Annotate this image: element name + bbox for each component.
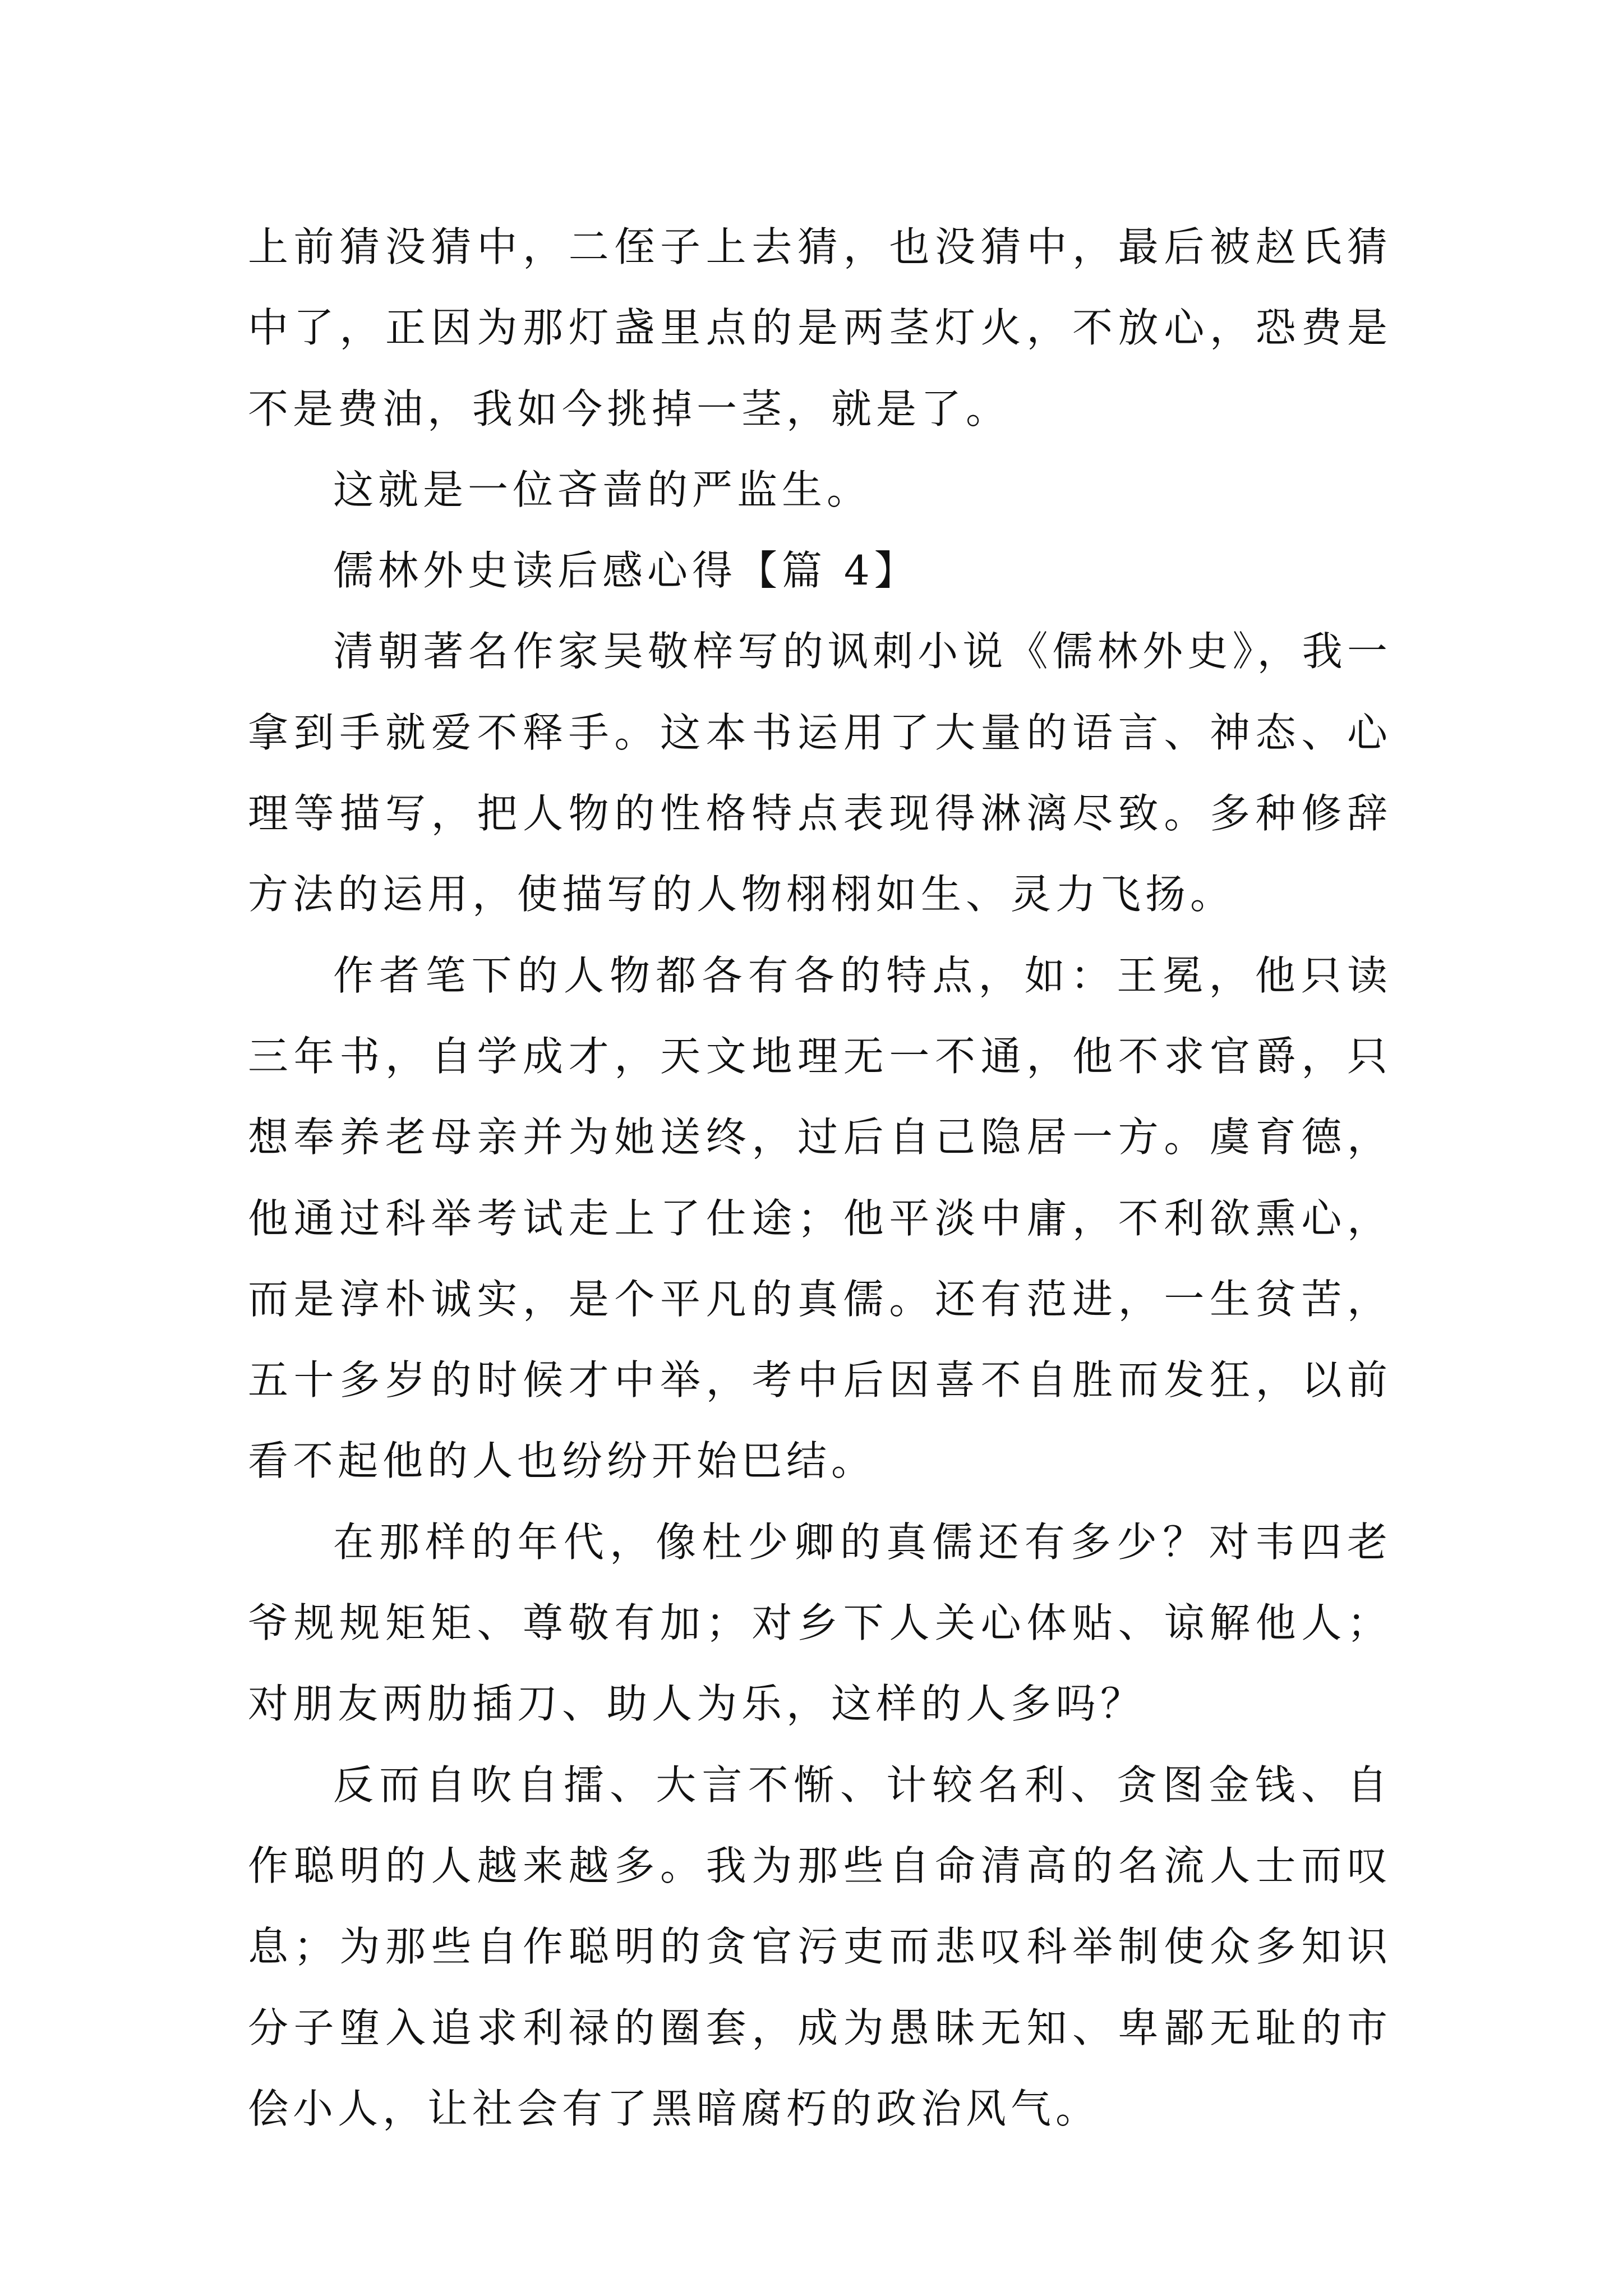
paragraph-question: 在那样的年代，像杜少卿的真儒还有多少？对韦四老爷规规矩矩、尊敬有加；对乡下人关心体贴、谅解他人；对朋友两肋插刀、助人为乐，这样的人多吗？ [248,1518,1392,1728]
paragraph-intro: 清朝著名作家吴敬梓写的讽刺小说《儒林外史》，我一拿到手就爱不释手。这本书运用了大量的语言、神态、心理等描写，把人物的性格特点表现得淋漓尽致。多种修辞方法的运用，使描写的人物栩栩如生、灵力飞扬。 [248,628,1392,918]
paragraph-conclusion: 这就是一位吝啬的严监生。 [333,466,872,513]
paragraph-characters: 作者笔下的人物都各有各的特点，如：王冕，他只读三年书，自学成才，天文地理无一不通，他不求官爵，只想奉养老母亲并为她送终，过后自己隐居一方。虞育德，他通过科举考试走上了仕途；他平淡中庸，不利欲熏心，而是淳朴诚实，是个平凡的真儒。还有范进，一生贫苦，五十多岁的时候才中举，考中后因喜不自胜而发狂，以前看不起他的人也纷纷开始巴结。 [248,951,1392,1485]
paragraph-reflection: 反而自吹自擂、大言不惭、计较名利、贪图金钱、自作聪明的人越来越多。我为那些自命清高的名流人士而叹息；为那些自作聪明的贪官污吏而悲叹科举制使众多知识分子堕入追求利禄的圈套，成为愚昧无知、卑鄙无耻的市侩小人，让社会有了黑暗腐朽的政治风气。 [248,1761,1392,2132]
section-heading: 儒林外史读后感心得【篇 4】 [333,547,919,595]
document-body [248,206,1392,2149]
paragraph-continuation: 上前猜没猜中，二侄子上去猜，也没猜中，最后被赵氏猜中了，正因为那灯盏里点的是两茎灯火，不放心，恐费是不是费油，我如今挑掉一茎，就是了。 [248,223,1392,432]
